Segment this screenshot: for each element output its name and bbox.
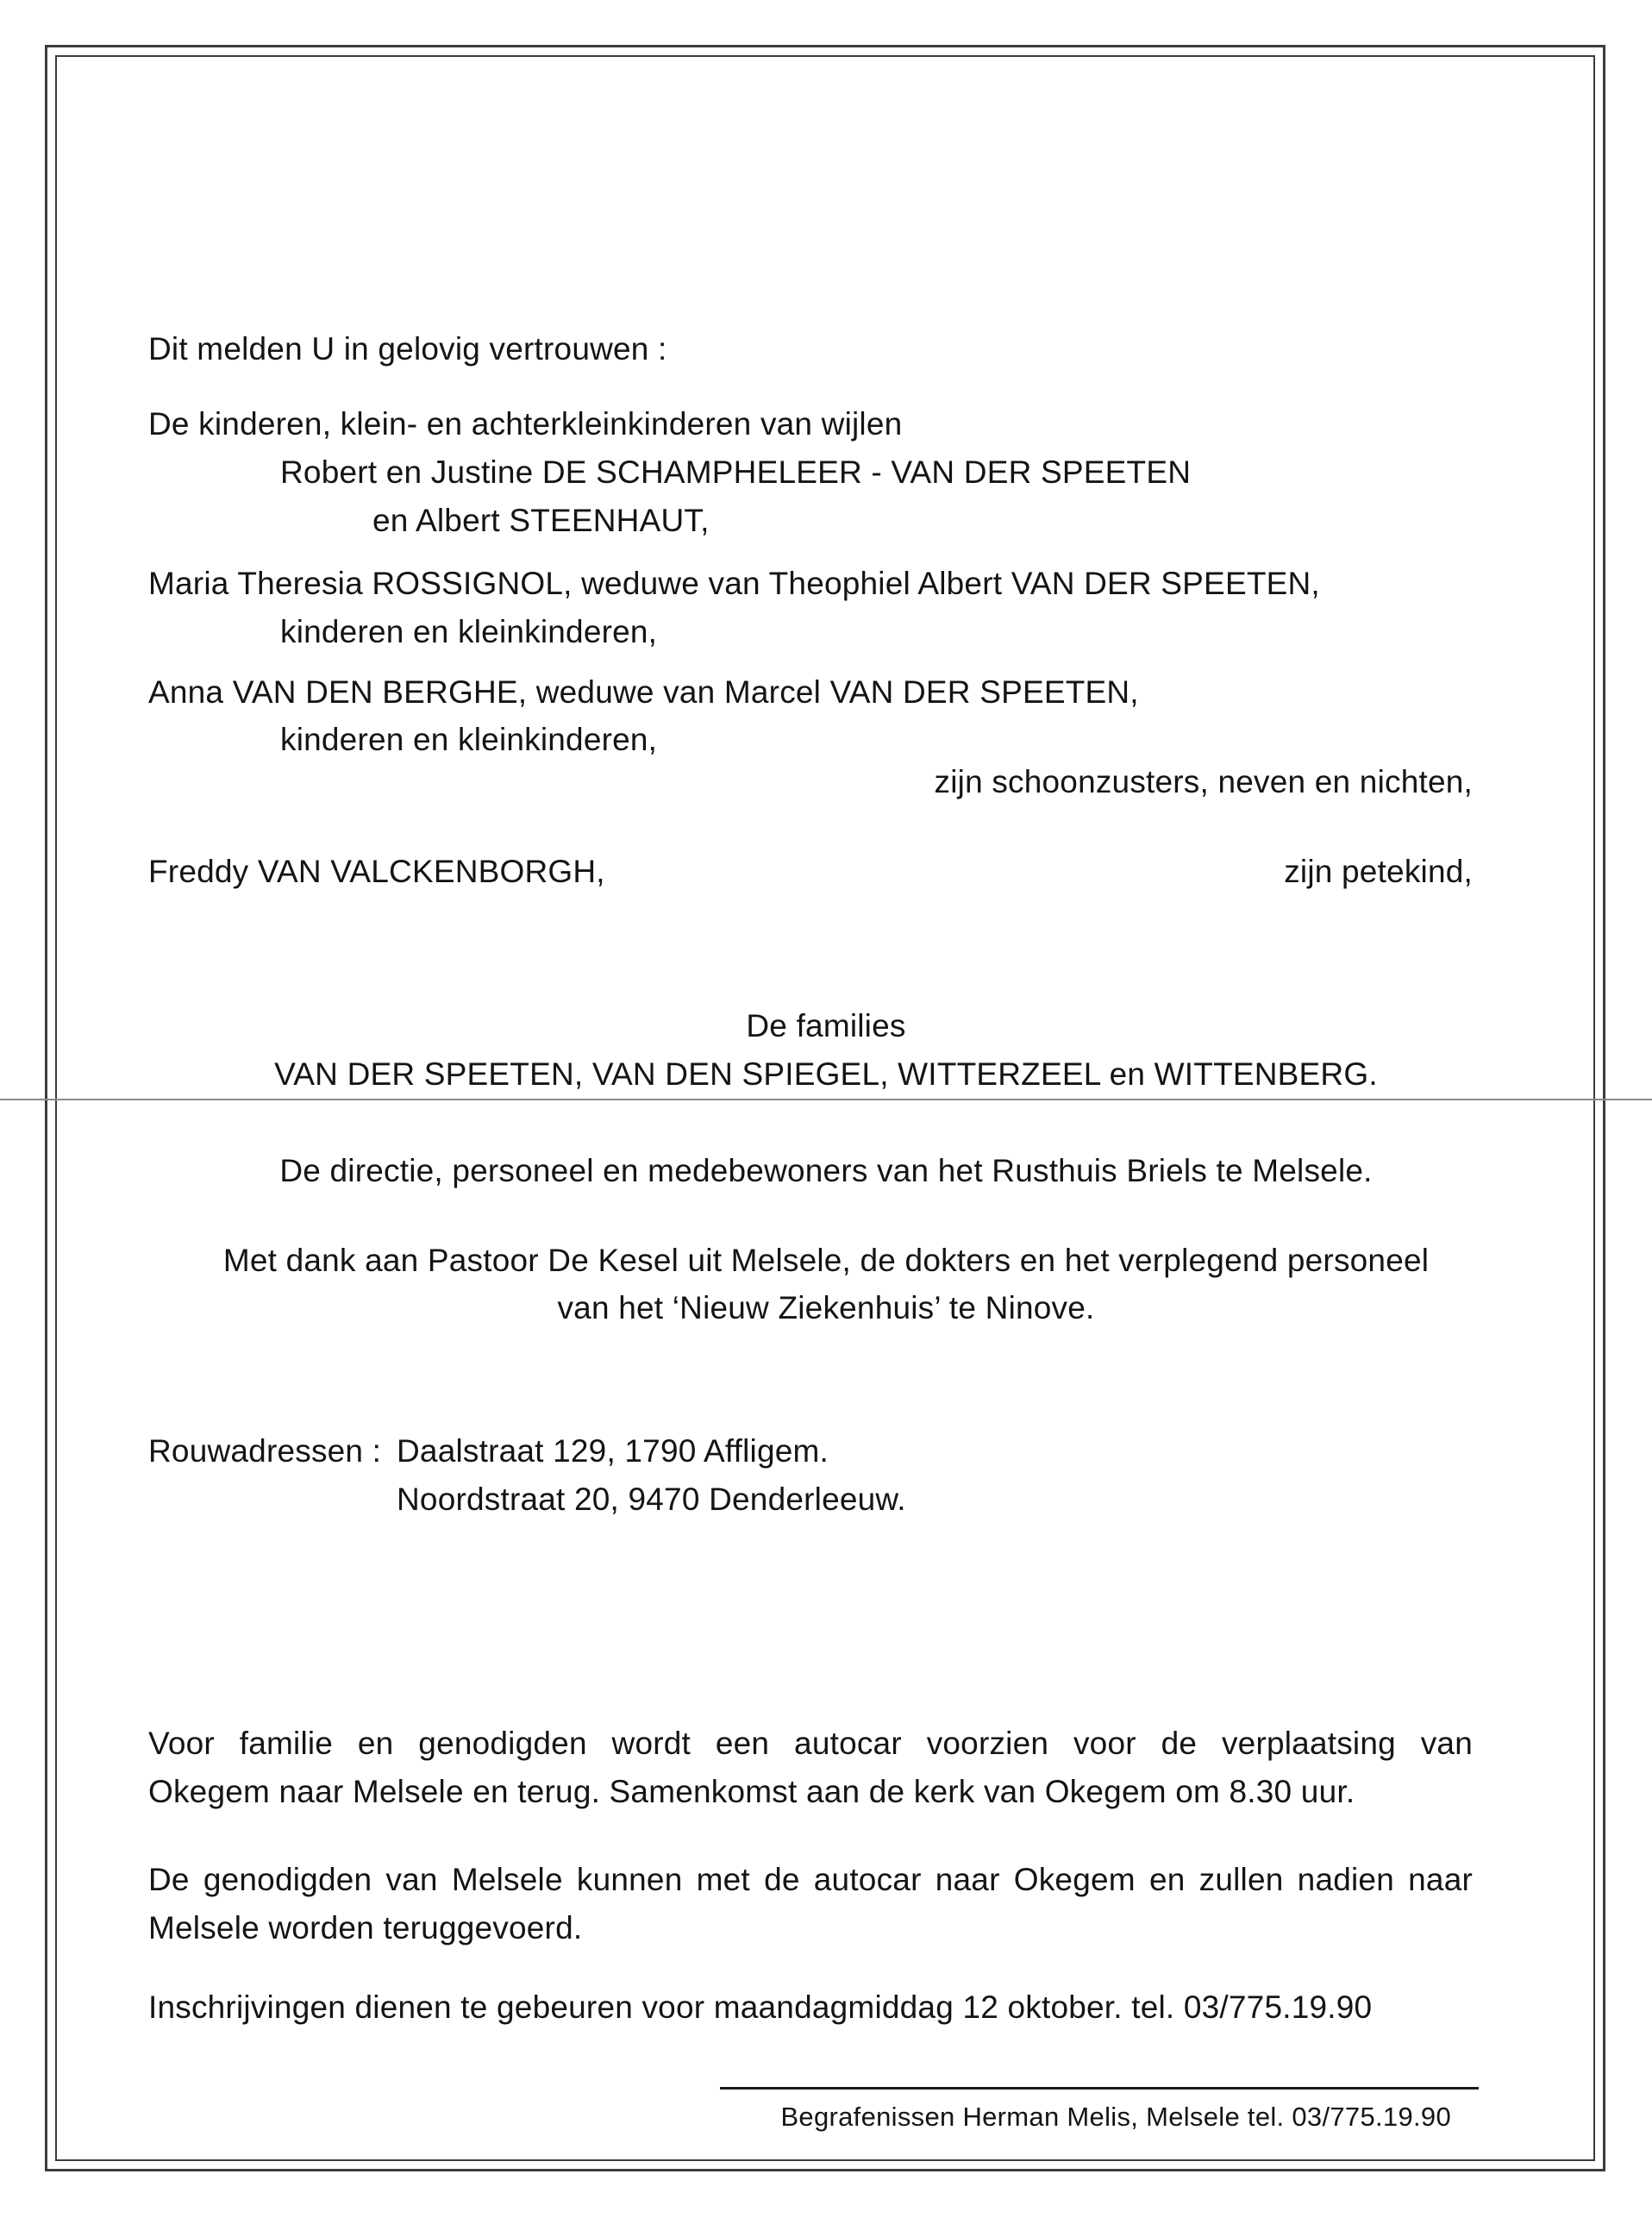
guests-line-1: De genodigden van Melsele kunnen met de autocar naar Okegem en zullen nadien naar: [148, 1862, 1473, 1897]
family-3-line-2: kinderen en kleinkinderen,: [280, 722, 658, 757]
thanks-line-2: van het ‘Nieuw Ziekenhuis’ te Ninove.: [557, 1290, 1095, 1325]
family-1-line-2: Robert en Justine DE SCHAMPHELEER - VAN DER SPEETEN: [280, 454, 1192, 490]
thanks-line-1: Met dank aan Pastoor De Kesel uit Melsele, de dokters en het verplegend personeel: [222, 1243, 1430, 1278]
fold-line: [0, 1099, 1652, 1100]
address-1: Daalstraat 129, 1790 Affligem.: [397, 1433, 829, 1469]
transport-line-2: Okegem naar Melsele en terug. Samenkomst aan de kerk van Okegem om 8.30 uur.: [148, 1774, 1355, 1809]
undertaker-text: Begrafenissen Herman Melis, Melsele tel. 03/775.19.90: [780, 2102, 1451, 2132]
transport-line-1: Voor familie en genodigden wordt een autocar voorzien voor de verplaatsing van: [148, 1726, 1473, 1761]
intro-text: Dit melden U in gelovig vertrouwen :: [148, 331, 667, 367]
family-1-line-1: De kinderen, klein- en achterkleinkinderen van wijlen: [148, 406, 903, 442]
registration-text: Inschrijvingen dienen te gebeuren voor maandagmiddag 12 oktober. tel. 03/775.19.90: [148, 1989, 1373, 2025]
undertaker-rule: [720, 2087, 1479, 2090]
godchild-relation: zijn petekind,: [1284, 854, 1473, 889]
family-3-line-1: Anna VAN DEN BERGHE, weduwe van Marcel VAN DER SPEETEN,: [148, 674, 1139, 710]
family-1-line-3: en Albert STEENHAUT,: [372, 503, 710, 538]
family-2-line-2: kinderen en kleinkinderen,: [280, 614, 658, 649]
address-2: Noordstraat 20, 9470 Denderleeuw.: [397, 1482, 906, 1517]
families-heading: De families: [746, 1008, 906, 1043]
management-text: De directie, personeel en medebewoners van het Rusthuis Briels te Melsele.: [279, 1153, 1373, 1188]
families-names: VAN DER SPEETEN, VAN DEN SPIEGEL, WITTERZEEL en WITTENBERG.: [274, 1056, 1378, 1092]
family-2-line-1: Maria Theresia ROSSIGNOL, weduwe van Theophiel Albert VAN DER SPEETEN,: [148, 566, 1320, 601]
inner-border: [55, 55, 1595, 2161]
addresses-label: Rouwadressen :: [148, 1433, 382, 1469]
family-3-relation: zijn schoonzusters, neven en nichten,: [934, 764, 1473, 799]
guests-line-2: Melsele worden teruggevoerd.: [148, 1910, 583, 1945]
godchild-name: Freddy VAN VALCKENBORGH,: [148, 854, 605, 889]
